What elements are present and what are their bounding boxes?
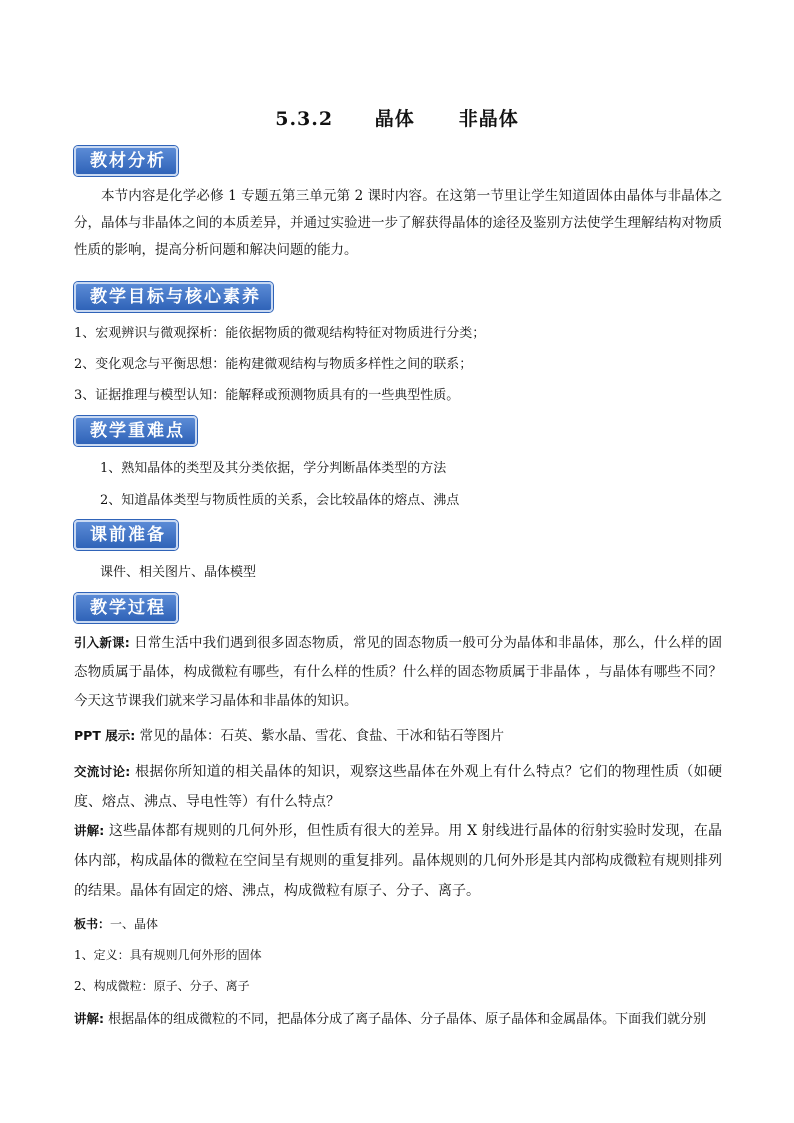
goal-item-3: 3、证据推理与模型认知：能解释或预测物质具有的一些典型性质。	[74, 388, 460, 403]
explanation-paragraph	[74, 816, 722, 906]
explanation-text: 这些晶体都有规则的几何外形，但性质有很大的差异。用 X 射线进行晶体的衍射实验时发现，在晶体内部，构成晶体的微粒在空间呈有规则的重复排列。晶体规则的几何外形是其内部构成微粒有规则排列的结果。晶体有固定的熔、沸点，构成微粒有原子、分子、离子。	[74, 823, 722, 899]
prep-text: 课件、相关图片、晶体模型	[100, 565, 257, 580]
section-heading-goals: 教学目标与核心素养	[74, 282, 273, 312]
particles-line: 2、构成微粒：原子、分子、离子	[74, 979, 250, 993]
board-label: 板书：	[74, 917, 111, 931]
discussion-label: 交流讨论:	[74, 764, 131, 779]
ppt-text: 常见的晶体：石英、紫水晶、雪花、食盐、干冰和钻石等图片	[135, 728, 504, 744]
discussion-text: 根据你所知道的相关晶体的知识，观察这些晶体在外观上有什么特点？它们的物理性质（如硬度、熔点、沸点、导电性等）有什么特点？	[74, 764, 722, 810]
board-text: 一、晶体	[110, 917, 159, 931]
ppt-paragraph	[74, 722, 722, 750]
explanation2-text: 根据晶体的组成微粒的不同，把晶体分成了离子晶体、分子晶体、原子晶体和金属晶体。下面我们就分别	[104, 1012, 707, 1027]
section-heading-process: 教学过程	[74, 593, 178, 623]
intro-paragraph	[74, 628, 722, 716]
keypoint-item-2: 2、知道晶体类型与物质性质的关系，会比较晶体的熔点、沸点	[100, 493, 460, 508]
definition-line: 1、定义：具有规则几何外形的固体	[74, 948, 262, 962]
intro-text: 日常生活中我们遇到很多固态物质，常见的固态物质一般可分为晶体和非晶体，那么，什么样的固态物质属于晶体，构成微粒有哪些，有什么样的性质？什么样的固态物质属于非晶体 ，与晶体有哪些不同？今天这节课我们就来学习晶体和非晶体的知识。	[74, 635, 722, 709]
intro-label: 引入新课:	[74, 635, 130, 650]
page-title	[0, 104, 794, 131]
board-line	[74, 915, 158, 932]
section-heading-analysis: 教材分析	[74, 146, 178, 176]
goal-item-2: 2、变化观念与平衡思想：能构建微观结构与物质多样性之间的联系；	[74, 357, 473, 372]
explanation2-line	[74, 1008, 706, 1027]
keypoint-item-1: 1、熟知晶体的类型及其分类依据，学分判断晶体类型的方法	[100, 461, 447, 476]
section-number: 5.3.2	[275, 108, 334, 130]
explanation-label: 讲解:	[74, 823, 105, 838]
goal-item-1: 1、宏观辨识与微观探析：能依据物质的微观结构特征对物质进行分类；	[74, 326, 486, 341]
title-part-amorphous: 非晶体	[458, 108, 519, 130]
discussion-paragraph	[74, 757, 722, 817]
analysis-paragraph: 本节内容是化学必修 1 专题五第三单元第 2 课时内容。在这第一节里让学生知道固体由晶体与非晶体之分，晶体与非晶体之间的本质差异，并通过实验进一步了解获得晶体的途径及鉴别方法使学生理解结构对物质性质的影响，提高分析问题和解决问题的能力。	[74, 188, 722, 258]
section-heading-keypoints: 教学重难点	[74, 416, 197, 446]
explanation2-label: 讲解:	[74, 1011, 104, 1026]
title-part-crystal: 晶体	[374, 108, 415, 130]
section-heading-prep: 课前准备	[74, 520, 178, 550]
ppt-label: PPT 展示:	[74, 728, 136, 743]
